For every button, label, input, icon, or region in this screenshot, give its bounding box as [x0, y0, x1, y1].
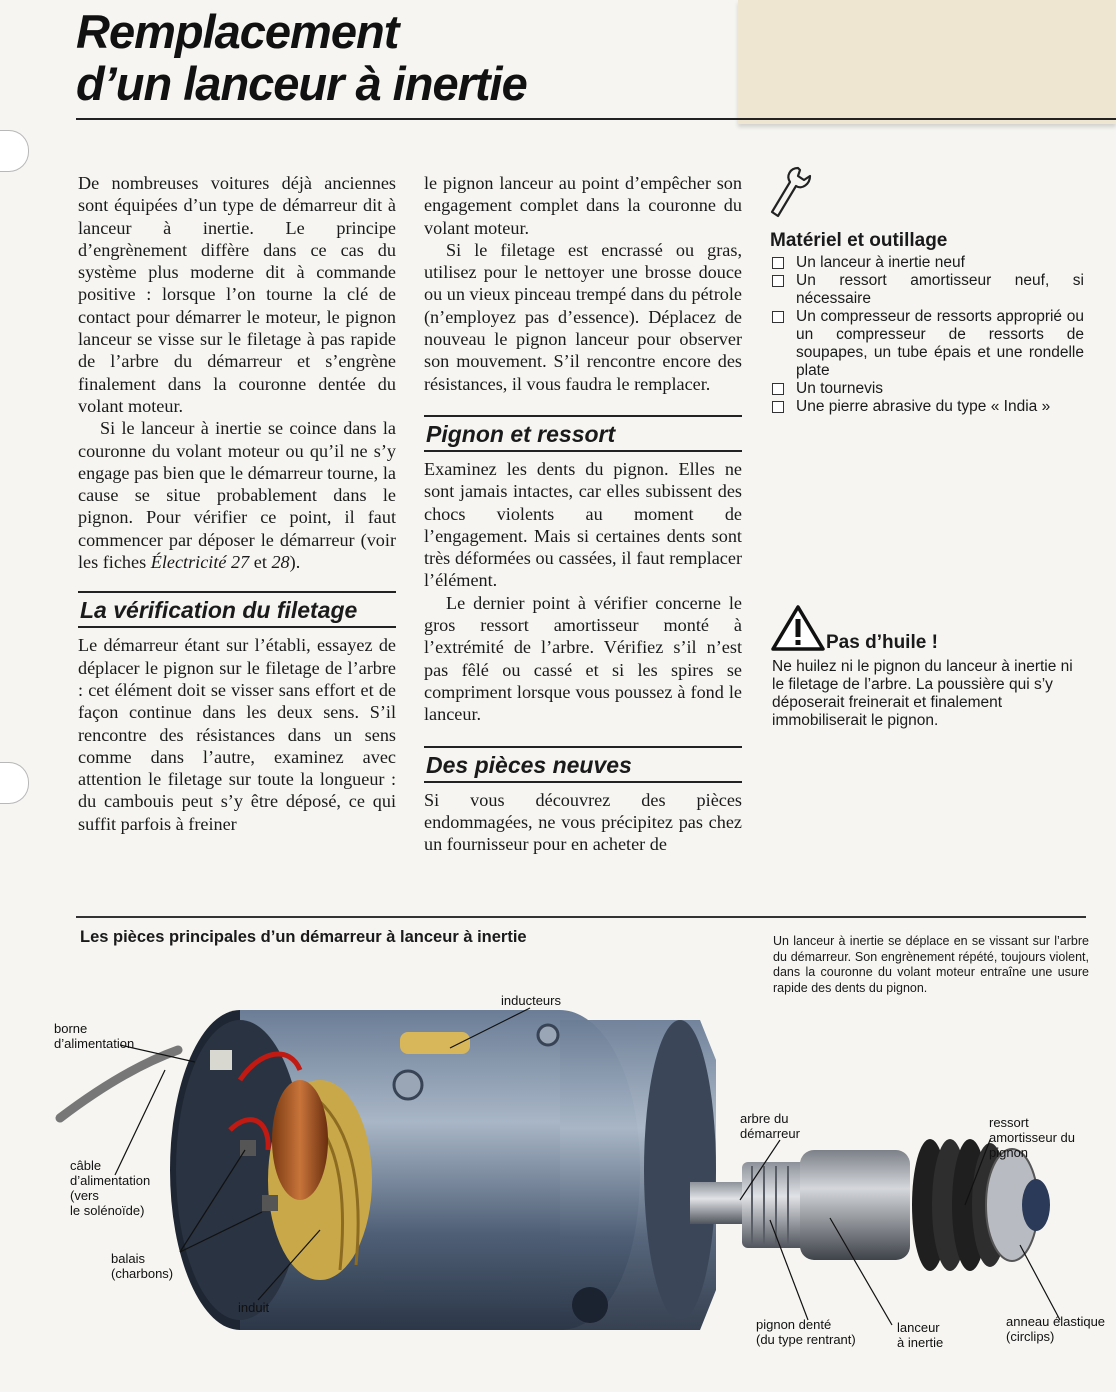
page-title-line1: Remplacement — [76, 5, 399, 58]
column-1 — [78, 172, 396, 835]
tools-item — [770, 254, 1084, 272]
label-line: câble — [70, 1158, 102, 1173]
label-anneau — [1006, 1314, 1105, 1344]
label-line: pignon denté — [756, 1317, 832, 1332]
label-cable — [70, 1158, 150, 1218]
tools-item — [770, 272, 1084, 308]
page-title — [76, 6, 696, 110]
checkbox-icon — [772, 383, 784, 395]
paragraph: Examinez les dents du pignon. Elles ne sont jamais intactes, car elles subissent des chocs violents au moment de l’engagement. Mais si certaines dents sont très déformées ou cassées, il faut remplacer l’élément. — [424, 458, 742, 591]
label-ressort — [989, 1115, 1075, 1160]
tools-item — [770, 380, 1084, 398]
page-tab — [738, 0, 1116, 124]
warning-text: Ne huilez ni le pignon du lanceur à inertie ni le filetage de l’arbre. La poussière qui s’y déposerait freinerait et finalement immobiliserait le pignon. — [772, 658, 1073, 729]
paragraph: Le démarreur étant sur l’établi, essayez de déplacer le pignon sur le filetage de l’arbre : cet élément doit se visser sans effort et de façon continue dans les deux sens. S’il rencontre des résistances dans un sens comme dans l’autre, examinez avec attention le filetage sur toute la longueur : du cambouis peut s’y être déposé, ce qui suffit parfois à freiner — [78, 635, 396, 834]
label-line: à inertie — [897, 1335, 944, 1350]
label-induit: induit — [238, 1300, 270, 1315]
label-borne — [54, 1021, 134, 1051]
label-line: démarreur — [740, 1126, 800, 1141]
title-rule — [76, 118, 1116, 120]
tools-item-label: Un lanceur à inertie neuf — [796, 254, 965, 271]
paragraph: Si le filetage est encrassé ou gras, utilisez pour le nettoyer une brosse douce ou un vieux pinceau trempé dans du pétrole (n’employez pas d’essence). Déplacez de nouveau le pignon lanceur pour observer son mouvement. S’il rencontre encore des résistances, il vous faudra le remplacer. — [424, 239, 742, 394]
label-line: pignon — [989, 1145, 1029, 1160]
section-heading: La vérification du filetage — [78, 591, 396, 628]
wrench-icon — [768, 164, 814, 218]
tools-item-label: Un compresseur de ressorts approprié ou un compresseur de ressorts de soupapes, un tube épais et une rondelle plate — [796, 308, 1084, 379]
label-pignon — [756, 1317, 856, 1347]
tools-item — [770, 398, 1084, 416]
tools-list — [770, 254, 1084, 416]
reference: Électricité 27 — [150, 552, 250, 573]
tools-title: Matériel et outillage — [770, 230, 948, 251]
paragraph-text: ). — [289, 552, 301, 573]
binder-hole — [0, 130, 29, 172]
starter-motor-illustration — [0, 990, 1116, 1392]
diagram-title: Les pièces principales d’un démarreur à lanceur à inertie — [80, 928, 527, 946]
tools-item-label: Un tournevis — [796, 380, 884, 397]
label-line: amortisseur du — [989, 1130, 1075, 1145]
label-line: le solénoïde) — [70, 1203, 145, 1218]
label-line: arbre du — [740, 1111, 789, 1126]
binder-hole — [0, 762, 29, 804]
reference: 28 — [271, 552, 290, 573]
tools-item-label: Un ressort amortisseur neuf, si nécessaire — [796, 272, 1084, 307]
label-lanceur — [897, 1320, 943, 1350]
label-line: lanceur — [897, 1320, 940, 1335]
paragraph: Si vous découvrez des pièces endommagées, ne vous précipitez pas chez un fournisseur pour en acheter de — [424, 789, 742, 855]
label-line: ressort — [989, 1115, 1029, 1130]
paragraph-text: et — [253, 552, 267, 573]
label-line: (vers — [70, 1188, 99, 1203]
diagram-rule — [76, 916, 1086, 918]
diagram-caption: Un lanceur à inertie se déplace en se vissant sur l’arbre du démarreur. Son engrènement répété, toujours violent, dans la couronne du volant moteur entraîne une usure rapide des dents du pignon. — [773, 934, 1089, 995]
paragraph: le pignon lanceur au point d’empêcher son engagement complet dans la couronne du volant moteur. — [424, 173, 742, 238]
label-line: borne — [54, 1021, 88, 1036]
warning-title: Pas d’huile ! — [826, 632, 938, 653]
checkbox-icon — [772, 275, 784, 287]
paragraph: De nombreuses voitures déjà anciennes sont équipées d’un type de démarreur dit à lanceur à inertie. Le principe d’engrènement diffère dans ce cas du système plus moderne dit à commande positive : lorsque l’on tourne la clé de contact pour démarrer le moteur, le pignon lanceur se visse sur le filetage à pas rapide de l’arbre du démarreur et s’engrène finalement dans la couronne dentée du volant moteur. — [78, 173, 396, 416]
checkbox-icon — [772, 311, 784, 323]
checkbox-icon — [772, 401, 784, 413]
tools-item-label: Une pierre abrasive du type « India » — [796, 398, 1051, 415]
label-balais — [111, 1251, 173, 1281]
label-arbre — [740, 1111, 800, 1141]
label-line: balais — [111, 1251, 145, 1266]
label-inducteurs: inducteurs — [501, 993, 561, 1008]
paragraph — [78, 417, 396, 573]
label-line: (charbons) — [111, 1266, 174, 1281]
tools-box — [770, 232, 1084, 416]
label-line: (circlips) — [1006, 1329, 1055, 1344]
section-heading: Pignon et ressort — [424, 415, 742, 452]
checkbox-icon — [772, 257, 784, 269]
warning-triangle-icon — [770, 604, 826, 652]
column-2 — [424, 172, 742, 855]
page-title-line2: d’un lanceur à inertie — [76, 57, 527, 110]
label-line: d’alimentation — [70, 1173, 151, 1188]
section-heading: Des pièces neuves — [424, 746, 742, 783]
paragraph-text: Si le lanceur à inertie se coince dans la couronne du volant moteur ou qu’il ne s’y engage pas bien que le démarreur tourne, la cause se situe probablement dans le pignon. Pour vérifier ce point, il faut commencer par déposer le démarreur (voir les fiches — [78, 418, 396, 573]
label-line: d’alimentation — [54, 1036, 135, 1051]
tools-item — [770, 308, 1084, 380]
paragraph: Le dernier point à vérifier concerne le gros ressort amortisseur monté à l’extrémité de l’arbre. Vérifiez s’il n’est pas fêlé ou cassé et si les spires se compriment lorsque vous poussez à fond le lanceur. — [424, 592, 742, 725]
label-line: (du type rentrant) — [756, 1332, 856, 1347]
label-line: anneau élastique — [1006, 1314, 1106, 1329]
